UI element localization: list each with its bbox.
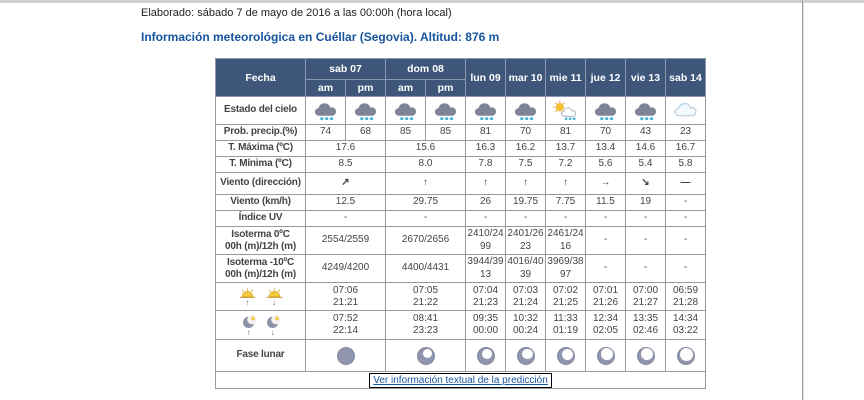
page-right-border-highlight bbox=[803, 0, 804, 400]
moon-phase-cell bbox=[666, 340, 706, 372]
moon-phase-cell bbox=[386, 340, 466, 372]
precip-value: 23 bbox=[666, 125, 706, 141]
fecha-header: Fecha bbox=[216, 59, 306, 97]
uv-value: - bbox=[666, 211, 706, 227]
iso0-value: - bbox=[626, 227, 666, 255]
day-header-mie11: mie 11 bbox=[546, 59, 586, 97]
sun-times-cell bbox=[546, 283, 586, 311]
iso10-value: - bbox=[666, 255, 706, 283]
sunrise-time: 07:02 bbox=[552, 284, 579, 296]
iso10-value: 4400/4431 bbox=[386, 255, 466, 283]
wind-speed-value: 29.75 bbox=[386, 195, 466, 211]
moonset-time: 23:23 bbox=[412, 325, 439, 336]
row-tmax bbox=[216, 141, 706, 157]
rise-arrow: ↑ bbox=[245, 297, 249, 307]
moon-phase-cell bbox=[466, 340, 506, 372]
moon-phase-icon bbox=[417, 347, 435, 365]
moonset-time: 02:05 bbox=[592, 325, 619, 336]
moon-times-cell bbox=[666, 311, 706, 340]
set-arrow: ↓ bbox=[270, 327, 275, 337]
iso10-value: 4249/4200 bbox=[306, 255, 386, 283]
ampm-header: am bbox=[386, 80, 426, 97]
white-cloud-icon bbox=[672, 100, 699, 121]
iso10-value: 4016/4039 bbox=[506, 255, 546, 283]
moon-phase-icon bbox=[337, 347, 355, 365]
tmin-value: 5.6 bbox=[586, 157, 626, 173]
iso0-value: - bbox=[666, 227, 706, 255]
wind-speed-value: 7.75 bbox=[546, 195, 586, 211]
wind-speed-value: 12.5 bbox=[306, 195, 386, 211]
precip-value: 81 bbox=[466, 125, 506, 141]
row-wind-direction bbox=[216, 173, 706, 195]
day-header-mar10: mar 10 bbox=[506, 59, 546, 97]
sky-icon-cell bbox=[386, 97, 426, 125]
iso10-value: 3944/3913 bbox=[466, 255, 506, 283]
moon-phase-icon bbox=[637, 347, 655, 365]
elaborated-text: Elaborado: sábado 7 de mayo de 2016 a las 00:00h (hora local) bbox=[141, 7, 452, 19]
sky-icon-cell bbox=[466, 97, 506, 125]
tmin-value: 7.8 bbox=[466, 157, 506, 173]
moonrise-time: 12:34 bbox=[592, 313, 619, 324]
day-header-jue12: jue 12 bbox=[586, 59, 626, 97]
moonset-time: 01:19 bbox=[552, 325, 579, 336]
sun-rise-set-label bbox=[216, 283, 306, 311]
tmax-value: 16.3 bbox=[466, 141, 506, 157]
precip-value: 85 bbox=[386, 125, 426, 141]
ampm-header: pm bbox=[346, 80, 386, 97]
wind-direction-arrow: ↘ bbox=[626, 173, 666, 195]
moon-phase-icon bbox=[597, 347, 615, 365]
row-uv bbox=[216, 211, 706, 227]
wind-direction-arrow: — bbox=[666, 173, 706, 195]
moonset-icon bbox=[266, 315, 280, 336]
sky-icon-cell bbox=[426, 97, 466, 125]
day-header-dom08: dom 08 bbox=[386, 59, 466, 80]
iso0-value: 2410/2499 bbox=[466, 227, 506, 255]
wind-direction-arrow: → bbox=[586, 173, 626, 195]
moon-times-cell bbox=[386, 311, 466, 340]
row-label-sky: Estado del cielo bbox=[216, 97, 306, 125]
rain-cloud-icon bbox=[472, 100, 499, 121]
top-divider bbox=[0, 0, 864, 3]
tmin-value: 5.4 bbox=[626, 157, 666, 173]
sunset-time: 21:23 bbox=[472, 296, 499, 308]
rain-cloud-icon bbox=[632, 100, 659, 121]
uv-value: - bbox=[586, 211, 626, 227]
moon-times-cell bbox=[466, 311, 506, 340]
sun-times-cell bbox=[666, 283, 706, 311]
sky-icon-cell bbox=[666, 97, 706, 125]
sunset-time: 21:24 bbox=[512, 296, 539, 308]
day-header-vie13: vie 13 bbox=[626, 59, 666, 97]
uv-value: - bbox=[506, 211, 546, 227]
page-title: Información meteorológica en Cuéllar (Segovia). Altitud: 876 m bbox=[141, 30, 500, 44]
wind-direction-arrow: ↑ bbox=[386, 173, 466, 195]
moonset-time: 22:14 bbox=[332, 325, 359, 336]
iso0-value: - bbox=[586, 227, 626, 255]
tmin-value: 8.0 bbox=[386, 157, 466, 173]
wind-direction-arrow: ↑ bbox=[506, 173, 546, 195]
sun-times-cell bbox=[626, 283, 666, 311]
header-row-days bbox=[216, 59, 706, 80]
row-moon-phase bbox=[216, 340, 706, 372]
iso10-value: - bbox=[626, 255, 666, 283]
sunrise-time: 07:05 bbox=[412, 284, 439, 296]
sky-icon-cell bbox=[626, 97, 666, 125]
sky-icon-cell bbox=[586, 97, 626, 125]
rain-cloud-icon bbox=[512, 100, 539, 121]
precip-value: 81 bbox=[546, 125, 586, 141]
moon-phase-icon bbox=[517, 347, 535, 365]
rain-cloud-icon bbox=[432, 100, 459, 121]
uv-value: - bbox=[546, 211, 586, 227]
moonset-time: 00:24 bbox=[512, 325, 539, 336]
tmax-value: 13.7 bbox=[546, 141, 586, 157]
sky-icon-cell bbox=[546, 97, 586, 125]
tmax-value: 14.6 bbox=[626, 141, 666, 157]
precip-value: 68 bbox=[346, 125, 386, 141]
moon-phase-cell bbox=[506, 340, 546, 372]
sky-icon-cell bbox=[306, 97, 346, 125]
sunrise-time: 07:00 bbox=[632, 284, 659, 296]
ampm-header: pm bbox=[426, 80, 466, 97]
ampm-header: am bbox=[306, 80, 346, 97]
moonset-time: 02:46 bbox=[632, 325, 659, 336]
rise-arrow: ↑ bbox=[246, 327, 251, 337]
row-label-phase: Fase lunar bbox=[216, 340, 306, 372]
moon-times-cell bbox=[586, 311, 626, 340]
sunset-time: 21:22 bbox=[412, 296, 439, 308]
tmax-value: 15.6 bbox=[386, 141, 466, 157]
moon-times-cell bbox=[306, 311, 386, 340]
row-precip bbox=[216, 125, 706, 141]
moon-phase-icon bbox=[677, 347, 695, 365]
row-wind-speed bbox=[216, 195, 706, 211]
iso0-value: 2670/2656 bbox=[386, 227, 466, 255]
precip-value: 43 bbox=[626, 125, 666, 141]
sun-times-cell bbox=[306, 283, 386, 311]
tmin-value: 8.5 bbox=[306, 157, 386, 173]
sunrise-time: 07:06 bbox=[332, 284, 359, 296]
wind-speed-value: 26 bbox=[466, 195, 506, 211]
tmax-value: 16.2 bbox=[506, 141, 546, 157]
uv-value: - bbox=[626, 211, 666, 227]
row-isotherm-0 bbox=[216, 227, 706, 255]
iso10-sublabel: 00h (m)/12h (m) bbox=[225, 268, 296, 280]
tmax-value: 13.4 bbox=[586, 141, 626, 157]
moon-rise-set-label bbox=[216, 311, 306, 340]
moon-times-cell bbox=[506, 311, 546, 340]
row-isotherm-minus10 bbox=[216, 255, 706, 283]
sun-times-cell bbox=[586, 283, 626, 311]
set-arrow: ↓ bbox=[272, 297, 276, 307]
precip-value: 85 bbox=[426, 125, 466, 141]
tmin-value: 7.2 bbox=[546, 157, 586, 173]
uv-value: - bbox=[386, 211, 466, 227]
row-sky bbox=[216, 97, 706, 125]
moonrise-icon bbox=[242, 315, 256, 336]
moon-phase-cell bbox=[306, 340, 386, 372]
wind-direction-arrow: ↗ bbox=[306, 173, 386, 195]
tmax-value: 16.7 bbox=[666, 141, 706, 157]
sunset-time: 21:26 bbox=[592, 296, 619, 308]
sun-times-cell bbox=[506, 283, 546, 311]
precip-value: 74 bbox=[306, 125, 346, 141]
sunset-time: 21:27 bbox=[632, 296, 659, 308]
iso0-value: 2401/2623 bbox=[506, 227, 546, 255]
row-label-tmax: T. Máxima (ºC) bbox=[216, 141, 306, 157]
moon-phase-cell bbox=[586, 340, 626, 372]
row-label-uv: Índice UV bbox=[216, 211, 306, 227]
sunrise-time: 06:59 bbox=[672, 284, 699, 296]
wind-direction-arrow: ↑ bbox=[466, 173, 506, 195]
uv-value: - bbox=[466, 211, 506, 227]
sunrise-time: 07:01 bbox=[592, 284, 619, 296]
moonrise-time: 08:41 bbox=[412, 313, 439, 324]
uv-value: - bbox=[306, 211, 386, 227]
moon-phase-cell bbox=[626, 340, 666, 372]
sky-icon-cell bbox=[506, 97, 546, 125]
sky-icon-cell bbox=[346, 97, 386, 125]
tmax-value: 17.6 bbox=[306, 141, 386, 157]
rain-cloud-icon bbox=[592, 100, 619, 121]
rain-cloud-icon bbox=[312, 100, 339, 121]
sunrise-icon bbox=[239, 288, 256, 306]
moon-phase-cell bbox=[546, 340, 586, 372]
footer-cell bbox=[216, 372, 706, 389]
wind-speed-value: 19 bbox=[626, 195, 666, 211]
row-label-tmin: T. Mínima (ºC) bbox=[216, 157, 306, 173]
row-tmin bbox=[216, 157, 706, 173]
row-label-wind-speed: Viento (km/h) bbox=[216, 195, 306, 211]
wind-speed-value: 19.75 bbox=[506, 195, 546, 211]
sunset-time: 21:21 bbox=[332, 296, 359, 308]
wind-direction-arrow: ↑ bbox=[546, 173, 586, 195]
tmin-value: 7.5 bbox=[506, 157, 546, 173]
iso10-label: Isoterma -10ºC bbox=[227, 256, 294, 268]
sun-times-cell bbox=[386, 283, 466, 311]
sunset-time: 21:28 bbox=[672, 296, 699, 308]
day-header-sab07: sab 07 bbox=[306, 59, 386, 80]
rain-cloud-icon bbox=[352, 100, 379, 121]
moon-phase-icon bbox=[557, 347, 575, 365]
textual-forecast-link[interactable]: Ver información textual de la predicción bbox=[369, 373, 552, 388]
sunrise-time: 07:04 bbox=[472, 284, 499, 296]
wind-speed-value: 11.5 bbox=[586, 195, 626, 211]
iso0-value: 2554/2559 bbox=[306, 227, 386, 255]
moonrise-time: 07:52 bbox=[332, 313, 359, 324]
row-moon-times bbox=[216, 311, 706, 340]
moonset-time: 00:00 bbox=[472, 325, 499, 336]
wind-speed-value: - bbox=[666, 195, 706, 211]
row-footer bbox=[216, 372, 706, 389]
iso0-sublabel: 00h (m)/12h (m) bbox=[225, 240, 296, 252]
row-label-iso10 bbox=[216, 255, 306, 283]
iso10-value: 3969/3897 bbox=[546, 255, 586, 283]
sunset-icon bbox=[266, 288, 283, 306]
moon-phase-icon bbox=[477, 347, 495, 365]
moonrise-time: 09:35 bbox=[472, 313, 499, 324]
tmin-value: 5.8 bbox=[666, 157, 706, 173]
moonset-time: 03:22 bbox=[672, 325, 699, 336]
sunrise-time: 07:03 bbox=[512, 284, 539, 296]
sunset-time: 21:25 bbox=[552, 296, 579, 308]
day-header-sab14: sab 14 bbox=[666, 59, 706, 97]
precip-value: 70 bbox=[506, 125, 546, 141]
moonrise-time: 10:32 bbox=[512, 313, 539, 324]
moonrise-time: 11:33 bbox=[553, 313, 578, 324]
moon-times-cell bbox=[626, 311, 666, 340]
moonrise-time: 14:34 bbox=[672, 313, 699, 324]
day-header-lun09: lun 09 bbox=[466, 59, 506, 97]
iso10-value: - bbox=[586, 255, 626, 283]
row-label-iso0 bbox=[216, 227, 306, 255]
iso0-value: 2461/2416 bbox=[546, 227, 586, 255]
moon-times-cell bbox=[546, 311, 586, 340]
rain-cloud-icon bbox=[392, 100, 419, 121]
sun-times-cell bbox=[466, 283, 506, 311]
moonrise-time: 13:35 bbox=[632, 313, 659, 324]
row-label-precip: Prob. precip.(%) bbox=[216, 125, 306, 141]
precip-value: 70 bbox=[586, 125, 626, 141]
row-label-wind-dir: Viento (dirección) bbox=[216, 173, 306, 195]
sun-rain-icon bbox=[552, 100, 579, 121]
iso0-label: Isoterma 0ºC bbox=[231, 228, 290, 240]
row-sun-times bbox=[216, 283, 706, 311]
weather-table bbox=[215, 58, 706, 389]
